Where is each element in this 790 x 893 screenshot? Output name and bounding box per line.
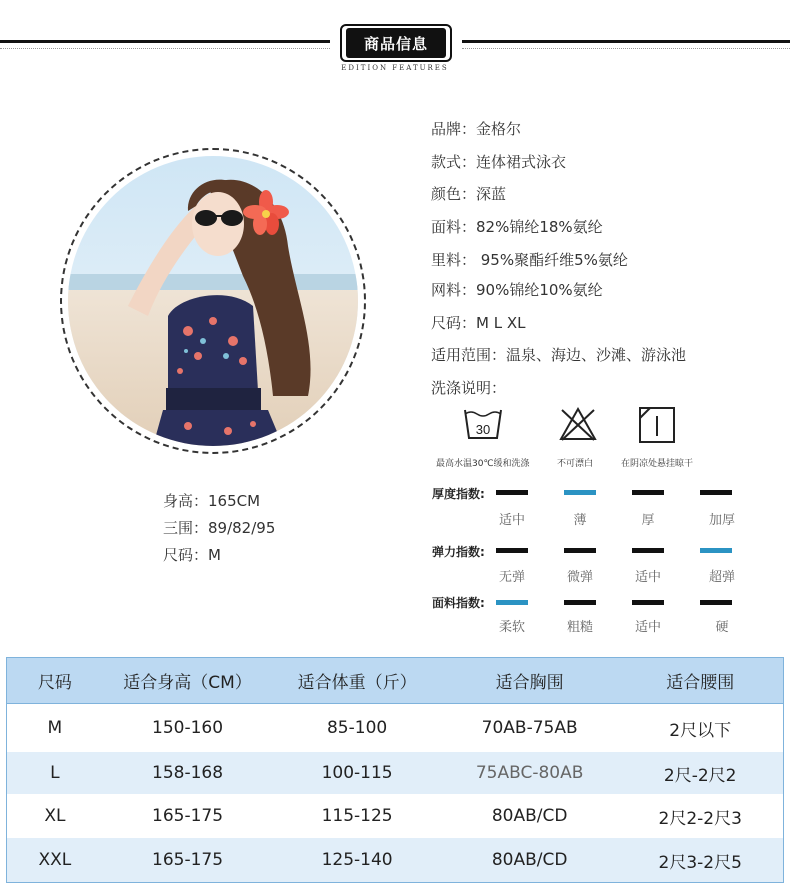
elasticity-option-1: 无弹 bbox=[498, 570, 525, 585]
header-dots-left bbox=[0, 48, 330, 49]
thickness-bar-1 bbox=[496, 490, 528, 495]
info-fabric: 面料：82%锦纶18%氨纶 bbox=[431, 218, 603, 236]
cell-height: 165-175 bbox=[152, 806, 224, 826]
thickness-bar-2 bbox=[564, 490, 596, 495]
thickness-bar-4 bbox=[700, 490, 732, 495]
cell-size: XL bbox=[44, 806, 66, 826]
info-usage: 适用范围：温泉、海边、沙滩、游泳池 bbox=[431, 346, 687, 364]
fabric-option-1: 柔软 bbox=[498, 620, 525, 635]
wash-temp-label: 30 bbox=[475, 422, 491, 437]
size-table bbox=[6, 657, 784, 883]
elasticity-option-4: 超弹 bbox=[708, 570, 735, 585]
cell-bust: 75ABC-80AB bbox=[475, 763, 584, 783]
model-illustration bbox=[68, 156, 358, 446]
info-sizes: 尺码：M L XL bbox=[431, 314, 526, 332]
no-bleach-icon bbox=[558, 406, 598, 446]
elasticity-index-label: 弹力指数: bbox=[432, 545, 485, 559]
header-size: 尺码 bbox=[37, 673, 72, 693]
header-bust: 适合胸围 bbox=[495, 673, 564, 693]
thickness-option-4: 加厚 bbox=[708, 513, 735, 528]
fabric-option-2: 粗糙 bbox=[566, 620, 593, 635]
cell-weight: 100-115 bbox=[321, 763, 393, 783]
model-height: 身高：165CM bbox=[163, 492, 261, 510]
model-info bbox=[163, 488, 275, 569]
table-row bbox=[7, 752, 783, 794]
cell-size: XXL bbox=[38, 850, 72, 870]
header-rule-left bbox=[0, 40, 330, 43]
wash-caption-3: 在阴凉处悬挂晾干 bbox=[621, 459, 694, 469]
cell-waist: 2尺2-2尺3 bbox=[658, 808, 742, 829]
header-weight: 适合体重（斤） bbox=[297, 673, 417, 693]
wash-30-icon bbox=[462, 406, 504, 446]
fabric-bar-4 bbox=[700, 600, 732, 605]
info-color: 颜色：深蓝 bbox=[431, 185, 507, 203]
fabric-option-3: 适中 bbox=[634, 620, 661, 635]
size-table-header bbox=[7, 658, 783, 704]
table-row bbox=[7, 838, 783, 882]
info-lining: 里料： 95%聚酯纤维5%氨纶 bbox=[431, 251, 628, 269]
cell-weight: 125-140 bbox=[321, 850, 393, 870]
cell-waist: 2尺-2尺2 bbox=[663, 765, 737, 786]
cell-waist: 2尺3-2尺5 bbox=[658, 852, 742, 873]
cell-height: 150-160 bbox=[152, 718, 224, 738]
fabric-index-label: 面料指数: bbox=[432, 596, 485, 610]
thickness-option-3: 厚 bbox=[641, 513, 655, 528]
thickness-bar-3 bbox=[632, 490, 664, 495]
elasticity-bar-1 bbox=[496, 548, 528, 553]
elasticity-bar-4 bbox=[700, 548, 732, 553]
thickness-option-1: 适中 bbox=[498, 513, 525, 528]
cell-height: 165-175 bbox=[152, 850, 224, 870]
cell-size: L bbox=[50, 763, 60, 783]
wash-caption-2: 不可漂白 bbox=[557, 459, 594, 469]
header-dots-right bbox=[462, 48, 790, 49]
table-row bbox=[7, 794, 783, 838]
header-waist: 适合腰围 bbox=[666, 673, 735, 693]
cell-size: M bbox=[47, 718, 63, 738]
wash-caption-1: 最高水温30℃缓和洗涤 bbox=[436, 459, 530, 469]
thickness-index-label: 厚度指数: bbox=[432, 487, 485, 501]
model-photo bbox=[68, 156, 358, 446]
fabric-option-4: 硬 bbox=[715, 620, 729, 635]
info-style: 款式：连体裙式泳衣 bbox=[431, 153, 567, 171]
model-measurements: 三围：89/82/95 bbox=[163, 519, 276, 537]
thickness-option-2: 薄 bbox=[573, 513, 587, 528]
elasticity-option-3: 适中 bbox=[634, 570, 661, 585]
info-brand: 品牌：金格尔 bbox=[431, 120, 522, 138]
elasticity-option-2: 微弹 bbox=[566, 570, 593, 585]
cell-bust: 70AB-75AB bbox=[481, 718, 578, 738]
cell-bust: 80AB/CD bbox=[491, 806, 568, 826]
cell-weight: 115-125 bbox=[321, 806, 393, 826]
elasticity-bar-2 bbox=[564, 548, 596, 553]
info-mesh: 网料：90%锦纶10%氨纶 bbox=[431, 281, 603, 299]
model-size: 尺码：M bbox=[163, 546, 221, 564]
hang-dry-icon bbox=[638, 406, 676, 448]
info-wash-title: 洗涤说明： bbox=[431, 379, 507, 397]
cell-height: 158-168 bbox=[152, 763, 224, 783]
section-title: 商品信息 bbox=[346, 28, 446, 58]
header-rule-right bbox=[462, 40, 790, 43]
table-row bbox=[7, 704, 783, 752]
header-height: 适合身高（CM） bbox=[123, 673, 252, 693]
cell-bust: 80AB/CD bbox=[491, 850, 568, 870]
cell-waist: 2尺以下 bbox=[669, 720, 732, 741]
section-subtitle: EDITION FEATURES bbox=[341, 64, 449, 72]
fabric-bar-3 bbox=[632, 600, 664, 605]
cell-weight: 85-100 bbox=[326, 718, 388, 738]
elasticity-bar-3 bbox=[632, 548, 664, 553]
fabric-bar-2 bbox=[564, 600, 596, 605]
fabric-bar-1 bbox=[496, 600, 528, 605]
